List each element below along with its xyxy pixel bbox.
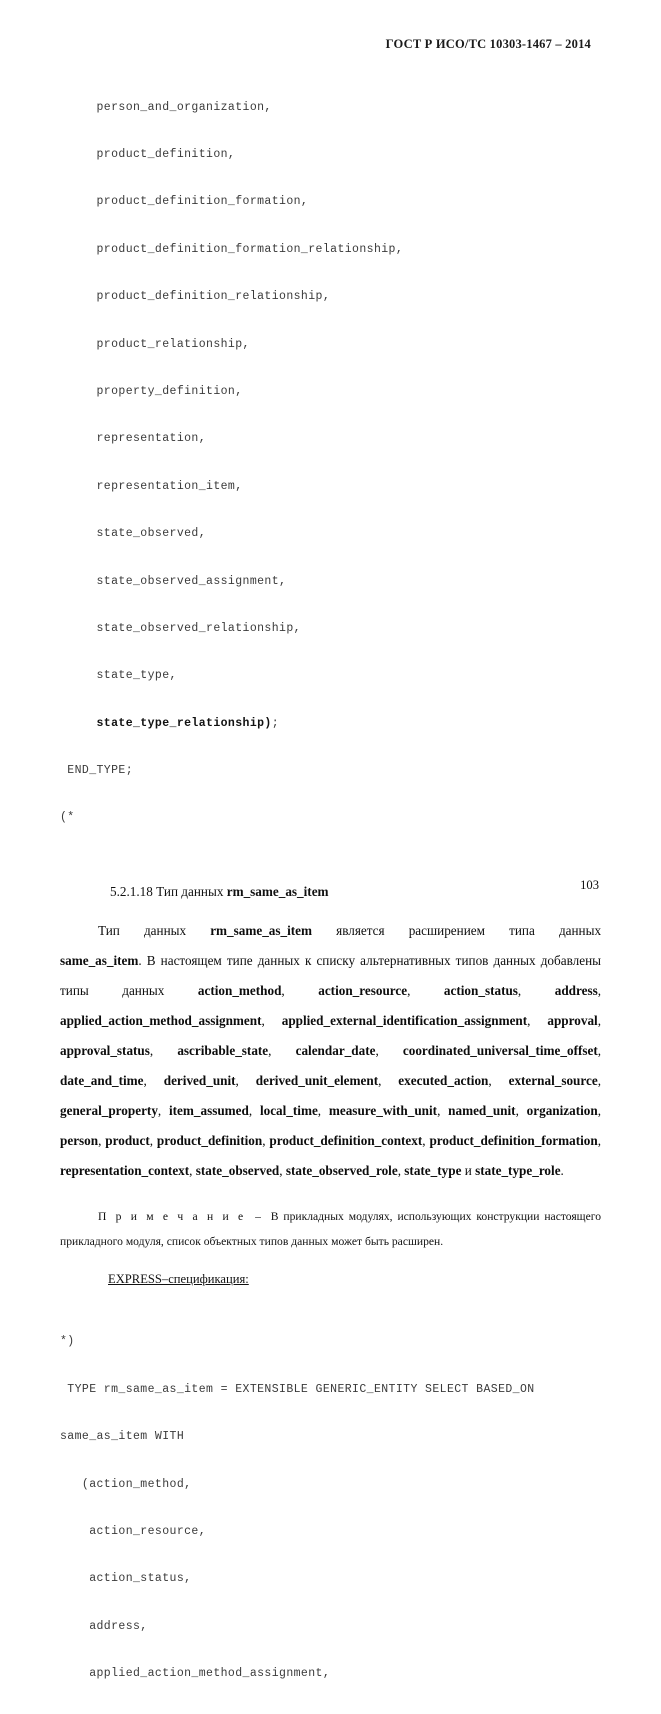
type-list-derived-unit: derived_unit: [163, 1072, 236, 1088]
code-line: state_observed,: [60, 527, 207, 541]
code-line: address,: [60, 1619, 148, 1633]
text-period: .: [560, 1162, 564, 1178]
clause-heading: [110, 884, 601, 900]
type-list-person: person: [60, 1132, 99, 1148]
code-line: product_definition_formation,: [60, 195, 309, 209]
type-list-date-and-time: date_and_time: [60, 1072, 144, 1088]
code-line: product_definition,: [60, 147, 236, 161]
type-list-general-property: general_property: [60, 1102, 158, 1118]
text-tip: Тип: [98, 922, 120, 938]
type-list-applied-external-identification-assignment: applied_external_identification_assignment: [281, 1012, 528, 1028]
clause-number: 5.2.1.18: [110, 883, 153, 899]
code-token-semicolon: ;: [271, 716, 280, 730]
code-line-end-type: END_TYPE;: [60, 764, 134, 778]
clause-body-paragraph: Тип данных rm_same_as_item является расширением типа данных same_as_item. В настоящем типе данных к списку альтернативных типов данных добавлены типы данных action_method, action_resource, action_status, address, applied_action_method_assignment, applied_external_identification_assignment, approval, approval_status, ascribable_state, calendar_date, coordinated_universal_time_offset, date_and_time, derived_unit, derived_unit_element, executed_action, external_source, general_property, item_assumed, local_time, measure_with_unit, named_unit, organization, person, product, product_definition, product_definition_context, product_definition_formation, representation_context, state_observed, state_observed_role, state_type и state_type_role.: [60, 922, 602, 1178]
code-line: applied_action_method_assignment,: [60, 1667, 331, 1681]
type-list-product: product: [105, 1132, 150, 1148]
code-line: representation_item,: [60, 479, 243, 493]
type-list-named-unit: named_unit: [448, 1102, 516, 1118]
type-list-calendar-date: calendar_date: [295, 1042, 376, 1058]
code-line: product_relationship,: [60, 337, 250, 351]
standard-reference: ГОСТ Р ИСО/ТС 10303-1467 – 2014: [385, 37, 591, 51]
code-line: state_observed_relationship,: [60, 621, 301, 635]
type-list-state-type-role: state_type_role: [475, 1162, 561, 1178]
code-line: *): [60, 1335, 75, 1349]
clause-prefix: Тип данных: [156, 883, 227, 899]
type-list-item-assumed: item_assumed: [169, 1102, 249, 1118]
express-specification-text: EXPRESS–спецификация:: [108, 1271, 249, 1286]
code-line: same_as_item WITH: [60, 1430, 185, 1444]
type-same-as-item: same_as_item: [60, 952, 139, 968]
text-dannyh: данных: [143, 922, 187, 938]
express-code-top: [60, 68, 601, 858]
code-token-state-type-relationship: state_type_relationship): [60, 716, 272, 730]
type-list-organization: organization: [526, 1102, 598, 1118]
code-line: representation,: [60, 432, 207, 446]
code-line: product_definition_relationship,: [60, 290, 331, 304]
code-line: product_definition_formation_relationship,: [60, 242, 404, 256]
paragraph-continuation: . В настоящем типе данных к списку альтернативных типов данных добавлены типы данных: [60, 952, 601, 998]
code-line-bold: [60, 716, 601, 732]
code-line: state_observed_assignment,: [60, 574, 287, 588]
type-list-representation-context: representation_context: [60, 1162, 190, 1178]
type-list-applied-action-method-assignment: applied_action_method_assignment: [60, 1012, 262, 1028]
note-block: [60, 1204, 601, 1254]
clause-name: rm_same_as_item: [226, 883, 329, 899]
code-line: TYPE rm_same_as_item = EXTENSIBLE GENERIC_ENTITY SELECT BASED_ON: [60, 1382, 535, 1396]
text-is: является: [336, 922, 385, 938]
type-list-state-observed: state_observed: [195, 1162, 280, 1178]
type-list-product-definition-context: product_definition_context: [269, 1132, 423, 1148]
code-line: (action_method,: [60, 1477, 192, 1491]
type-list-approval-status: approval_status: [60, 1042, 150, 1058]
type-list-action-resource: action_resource: [318, 982, 408, 998]
code-line-comment-open: (*: [60, 811, 75, 825]
type-list-address: address: [554, 982, 598, 998]
code-line: property_definition,: [60, 384, 243, 398]
type-list-ascribable-state: ascribable_state: [177, 1042, 269, 1058]
type-list-action-status: action_status: [443, 982, 518, 998]
express-code-bottom: [60, 1303, 601, 1714]
text-type: типа: [509, 922, 535, 938]
express-specification-label: [108, 1272, 601, 1287]
type-list-action-method: action_method: [197, 982, 282, 998]
type-list-executed-action: executed_action: [398, 1072, 489, 1088]
type-list-state-type: state_type: [404, 1162, 462, 1178]
note-label: П р и м е ч а н и е: [98, 1209, 246, 1223]
type-rm-same-as-item: rm_same_as_item: [210, 922, 313, 938]
note-dash: –: [255, 1209, 261, 1223]
type-list-derived-unit-element: derived_unit_element: [255, 1072, 379, 1088]
note-text: В прикладных модулях, использующих конструкции настоящего прикладного модуля, список объектных типов данных может быть расширен.: [60, 1209, 601, 1248]
type-list-measure-with-unit: measure_with_unit: [328, 1102, 438, 1118]
code-line: person_and_organization,: [60, 100, 272, 114]
code-line: action_status,: [60, 1572, 192, 1586]
text-data: данных: [558, 922, 602, 938]
page-header: [60, 0, 601, 52]
type-list-approval: approval: [547, 1012, 598, 1028]
type-list-state-observed-role: state_observed_role: [285, 1162, 398, 1178]
type-list-product-definition: product_definition: [156, 1132, 263, 1148]
type-list-coordinated-universal-time-offset: coordinated_universal_time_offset: [402, 1042, 598, 1058]
text-extension: расширением: [408, 922, 485, 938]
code-line: action_resource,: [60, 1525, 207, 1538]
page-number: 103: [580, 878, 599, 892]
text-conjunction: и: [464, 1162, 472, 1178]
type-list-product-definition-formation: product_definition_formation: [429, 1132, 598, 1148]
code-line: state_type,: [60, 669, 177, 683]
type-list-local-time: local_time: [259, 1102, 318, 1118]
type-list-external-source: external_source: [508, 1072, 598, 1088]
